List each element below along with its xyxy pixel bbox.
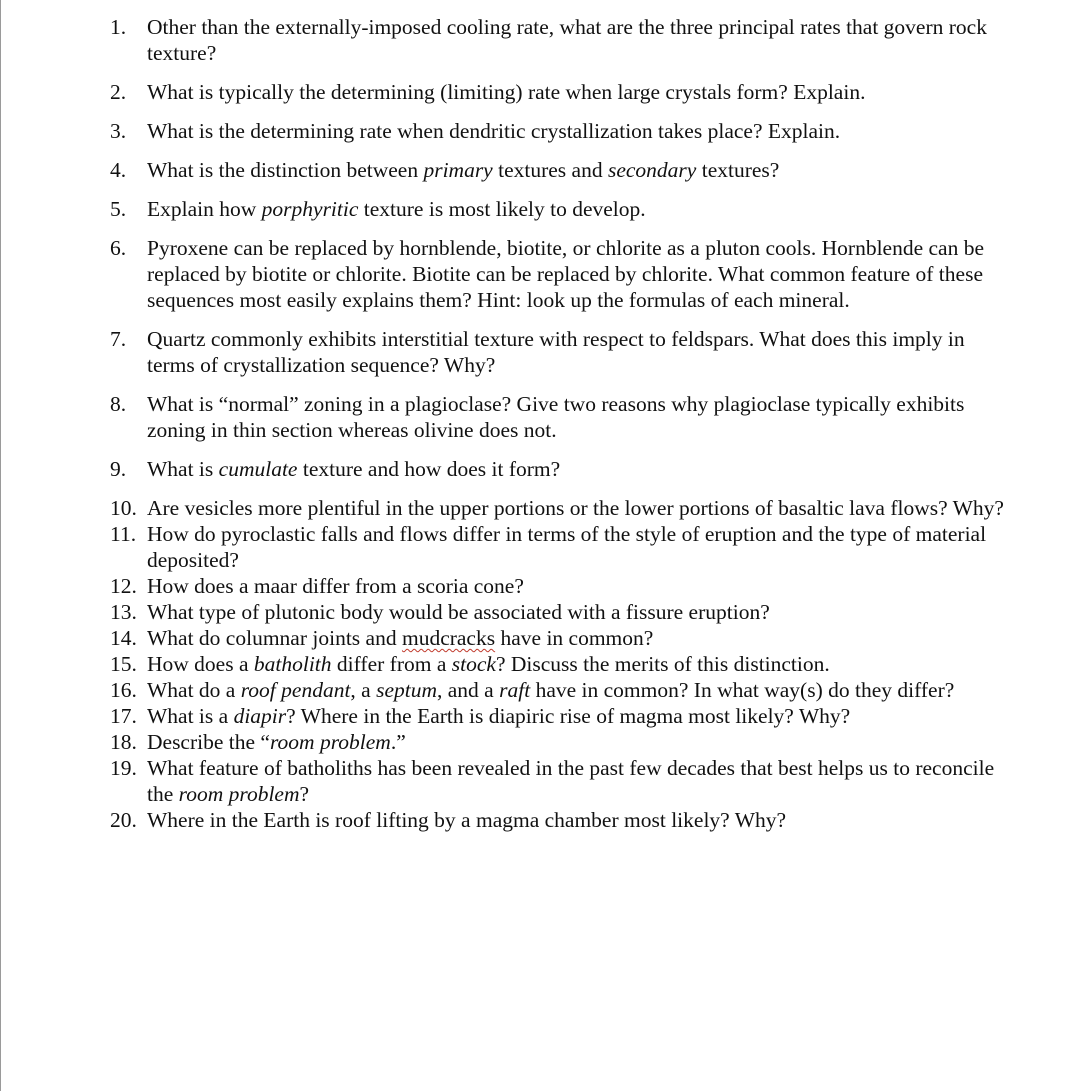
text-segment: What do columnar joints and [147, 626, 402, 650]
text-segment: Are vesicles more plentiful in the upper portions or the lower portions of basaltic lava flows? Why? [147, 496, 1004, 520]
question-number: 4. [110, 158, 127, 182]
question-text [147, 235, 1010, 313]
question-number: 6. [110, 236, 127, 260]
text-segment: Other than the externally-imposed cooling rate, what are the three principal rates that govern rock texture? [147, 15, 987, 65]
text-segment: texture and how does it form? [297, 457, 561, 481]
question-number: 13. [110, 600, 137, 624]
italic-term: septum [376, 678, 438, 702]
text-segment: How do pyroclastic falls and flows differ in terms of the style of eruption and the type of material deposited? [147, 522, 987, 572]
question-number: 14. [110, 626, 137, 650]
question-number: 2. [110, 80, 127, 104]
question-text [147, 599, 1010, 625]
question-text [147, 14, 1010, 66]
text-segment: ? Discuss the merits of this distinction. [495, 652, 830, 676]
question-number: 3. [110, 119, 127, 143]
question-item [110, 456, 1010, 482]
text-segment: ? [299, 782, 310, 806]
question-text [147, 755, 1010, 807]
question-text [147, 807, 1010, 833]
question-number: 17. [110, 704, 137, 728]
italic-term: room problem [178, 782, 300, 806]
text-segment: What is the determining rate when dendritic crystallization takes place? Explain. [147, 119, 841, 143]
text-segment: What is [147, 457, 219, 481]
text-segment: What is typically the determining (limiting) rate when large crystals form? Explain. [147, 80, 866, 104]
text-segment: How does a [147, 652, 254, 676]
text-segment: How does a maar differ from a scoria cone? [147, 574, 524, 598]
text-segment: What type of plutonic body would be associated with a fissure eruption? [147, 600, 770, 624]
question-list [110, 14, 1010, 833]
question-item [110, 235, 1010, 313]
question-item [110, 326, 1010, 378]
question-item [110, 677, 1010, 703]
question-text [147, 651, 1010, 677]
question-number: 1. [110, 15, 127, 39]
question-text [147, 729, 1010, 755]
question-text [147, 495, 1010, 521]
italic-term: porphyritic [261, 197, 359, 221]
text-segment: Explain how [147, 197, 262, 221]
text-segment: texture is most likely to develop. [358, 197, 646, 221]
text-segment: ? Where in the Earth is diapiric rise of magma most likely? Why? [286, 704, 851, 728]
question-number: 5. [110, 197, 127, 221]
text-segment: differ from a [331, 652, 452, 676]
question-item [110, 157, 1010, 183]
question-item [110, 729, 1010, 755]
italic-term: raft [499, 678, 531, 702]
question-item [110, 807, 1010, 833]
question-item [110, 196, 1010, 222]
question-number: 19. [110, 756, 137, 780]
text-segment: What feature of batholiths has been revealed in the past few decades that best helps us to reconcile the [147, 756, 995, 806]
question-item [110, 391, 1010, 443]
question-text [147, 157, 1010, 183]
question-text [147, 79, 1010, 105]
question-number: 10. [110, 496, 137, 520]
question-item [110, 599, 1010, 625]
question-number: 8. [110, 392, 127, 416]
question-text [147, 326, 1010, 378]
text-segment: Quartz commonly exhibits interstitial texture with respect to feldspars. What does this imply in terms of crystallization sequence? Why? [147, 327, 965, 377]
text-segment: textures? [696, 158, 780, 182]
question-number: 9. [110, 457, 127, 481]
question-text [147, 118, 1010, 144]
text-segment: What is the distinction between [147, 158, 424, 182]
text-segment: , and a [437, 678, 500, 702]
question-number: 11. [110, 522, 137, 546]
text-segment: What is “normal” zoning in a plagioclase? Give two reasons why plagioclase typically exhibits zoning in thin section whereas olivine does not. [147, 392, 965, 442]
question-number: 12. [110, 574, 137, 598]
text-segment: Describe the “ [147, 730, 270, 754]
text-segment: have in common? In what way(s) do they differ? [530, 678, 955, 702]
question-item [110, 118, 1010, 144]
question-text [147, 703, 1010, 729]
italic-term: cumulate [218, 457, 298, 481]
text-segment: have in common? [495, 626, 654, 650]
question-text [147, 196, 1010, 222]
italic-term: secondary [607, 158, 697, 182]
question-text [147, 573, 1010, 599]
question-item [110, 651, 1010, 677]
text-segment: What do a [147, 678, 241, 702]
question-number: 7. [110, 327, 127, 351]
question-item [110, 521, 1010, 573]
text-segment: What is a [147, 704, 234, 728]
text-segment: Pyroxene can be replaced by hornblende, biotite, or chlorite as a pluton cools. Hornblende can be replaced by biotite or chlorite. Biotite can be replaced by chlorite. What common feature of these sequences most easily explains them? Hint: look up the formulas of each mineral. [147, 236, 985, 312]
italic-term: stock [451, 652, 496, 676]
question-text [147, 456, 1010, 482]
italic-term: batholith [253, 652, 332, 676]
question-text [147, 625, 1010, 651]
text-segment: , a [350, 678, 377, 702]
page-left-edge [0, 0, 1, 1091]
italic-term: primary [423, 158, 493, 182]
italic-term: roof pendant [240, 678, 351, 702]
question-item [110, 495, 1010, 521]
question-text [147, 521, 1010, 573]
text-segment: Where in the Earth is roof lifting by a magma chamber most likely? Why? [147, 808, 787, 832]
question-number: 16. [110, 678, 137, 702]
question-item [110, 625, 1010, 651]
text-segment: textures and [492, 158, 608, 182]
question-item [110, 755, 1010, 807]
question-number: 20. [110, 808, 137, 832]
question-item [110, 79, 1010, 105]
question-number: 15. [110, 652, 137, 676]
question-text [147, 677, 1010, 703]
question-item [110, 703, 1010, 729]
question-text [147, 391, 1010, 443]
question-number: 18. [110, 730, 137, 754]
question-item [110, 14, 1010, 66]
italic-term: diapir [233, 704, 287, 728]
italic-term: room problem [269, 730, 391, 754]
spellcheck-flagged-word: mudcracks [401, 626, 496, 650]
question-item [110, 573, 1010, 599]
text-segment: .” [390, 730, 406, 754]
